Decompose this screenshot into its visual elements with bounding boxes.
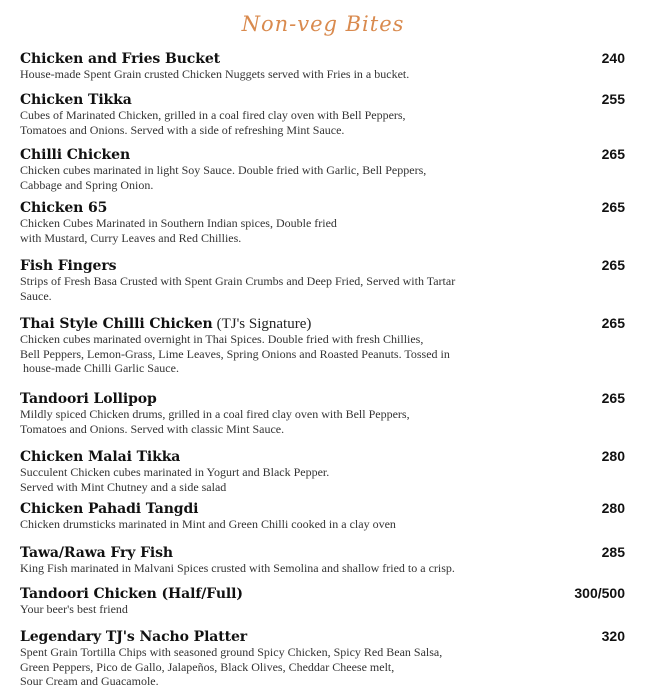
item-name: Chicken Pahadi Tangdi [20, 501, 199, 517]
item-price: 265 [601, 199, 625, 215]
item-description-line: house-made Chilli Garlic Sauce. [20, 361, 179, 375]
item-description-line: Chicken cubes marinated overnight in Thai Spices. Double fried with fresh Chillies, [20, 332, 424, 346]
item-description-line: House-made Spent Grain crusted Chicken Nuggets served with Fries in a bucket. [20, 67, 410, 81]
item-description-line: Chicken Cubes Marinated in Southern Indian spices, Double fried [20, 216, 337, 230]
item-name: Chicken Tikka [20, 92, 132, 108]
item-description [20, 163, 540, 192]
item-description-line: Succulent Chicken cubes marinated in Yogurt and Black Pepper. [20, 465, 330, 479]
item-price: 255 [601, 91, 625, 107]
item-name: Tandoori Chicken (Half/Full) [20, 586, 243, 602]
menu-item-chicken-pahadi-tangdi [20, 500, 625, 532]
item-price: 265 [601, 315, 625, 331]
item-name: Thai Style Chilli Chicken [20, 316, 213, 332]
item-price: 300/500 [574, 585, 625, 601]
menu-item-tawa-rawa-fry-fish [20, 544, 625, 576]
item-name: Chicken 65 [20, 200, 108, 216]
item-name: Chilli Chicken [20, 147, 131, 163]
item-price: 265 [601, 390, 625, 406]
item-description [20, 216, 540, 245]
item-description-line: with Mustard, Curry Leaves and Red Chillies. [20, 230, 242, 245]
item-description [20, 407, 540, 436]
item-description-line: Strips of Fresh Basa Crusted with Spent Grain Crumbs and Deep Fried, Served with Tartar [20, 274, 456, 288]
item-description-line: Spent Grain Tortilla Chips with seasoned ground Spicy Chicken, Spicy Red Bean Salsa, [20, 645, 443, 659]
item-price: 265 [601, 146, 625, 162]
item-name: Chicken and Fries Bucket [20, 51, 220, 67]
item-signature-note: (TJ's Signature) [216, 316, 312, 332]
item-name: Fish Fingers [20, 258, 117, 274]
menu-item-chicken-malai-tikka [20, 448, 625, 494]
item-description-line: Chicken cubes marinated in light Soy Sauce. Double fried with Garlic, Bell Peppers, [20, 163, 427, 177]
item-description [20, 602, 540, 617]
item-price: 265 [601, 257, 625, 273]
menu-item-legendary-tjs-nacho-platter [20, 628, 625, 689]
item-description-line: Chicken drumsticks marinated in Mint and Green Chilli cooked in a clay oven [20, 517, 396, 531]
item-description [20, 274, 540, 303]
item-price: 285 [601, 544, 625, 560]
menu-item-tandoori-lollipop [20, 390, 625, 436]
item-description [20, 108, 540, 137]
item-description-line: Bell Peppers, Lemon-Grass, Lime Leaves, Spring Onions and Roasted Peanuts. Tossed in [20, 346, 450, 361]
item-description [20, 332, 540, 376]
item-price: 280 [601, 500, 625, 516]
item-description [20, 517, 540, 532]
item-description-line: Tomatoes and Onions. Served with classic Mint Sauce. [20, 421, 285, 436]
item-description [20, 465, 540, 494]
item-description [20, 67, 540, 82]
item-description-line: Tomatoes and Onions. Served with a side of refreshing Mint Sauce. [20, 122, 345, 137]
item-name: Chicken Malai Tikka [20, 449, 181, 465]
item-price: 320 [601, 628, 625, 644]
menu-item-thai-style-chilli-chicken [20, 315, 625, 376]
item-name: Legendary TJ's Nacho Platter [20, 629, 248, 645]
menu-item-chicken-tikka [20, 91, 625, 137]
item-description-line: King Fish marinated in Malvani Spices crusted with Semolina and shallow fried to a crisp. [20, 561, 455, 575]
item-price: 240 [601, 50, 625, 66]
item-description-line: Mildly spiced Chicken drums, grilled in a coal fired clay oven with Bell Peppers, [20, 407, 410, 421]
menu-item-chicken-and-fries-bucket [20, 50, 625, 82]
item-description-line: Cabbage and Spring Onion. [20, 177, 154, 192]
menu-item-chilli-chicken [20, 146, 625, 192]
item-description-line: Sour Cream and Guacamole. [20, 674, 159, 688]
item-description-line: Sauce. [20, 288, 52, 303]
item-description-line: Green Peppers, Pico de Gallo, Jalapeños, Black Olives, Cheddar Cheese melt, [20, 659, 395, 674]
item-description-line: Cubes of Marinated Chicken, grilled in a coal fired clay oven with Bell Peppers, [20, 108, 406, 122]
menu-item-fish-fingers [20, 257, 625, 303]
item-description [20, 561, 540, 576]
item-description [20, 645, 540, 689]
item-name: Tawa/Rawa Fry Fish [20, 545, 174, 561]
item-description-line: Your beer's best friend [20, 602, 128, 616]
section-title: Non-veg Bites [241, 12, 405, 36]
item-name: Tandoori Lollipop [20, 391, 157, 407]
menu-item-tandoori-chicken [20, 585, 625, 617]
item-description-line: Served with Mint Chutney and a side salad [20, 479, 227, 494]
menu-item-chicken-65 [20, 199, 625, 245]
item-price: 280 [601, 448, 625, 464]
